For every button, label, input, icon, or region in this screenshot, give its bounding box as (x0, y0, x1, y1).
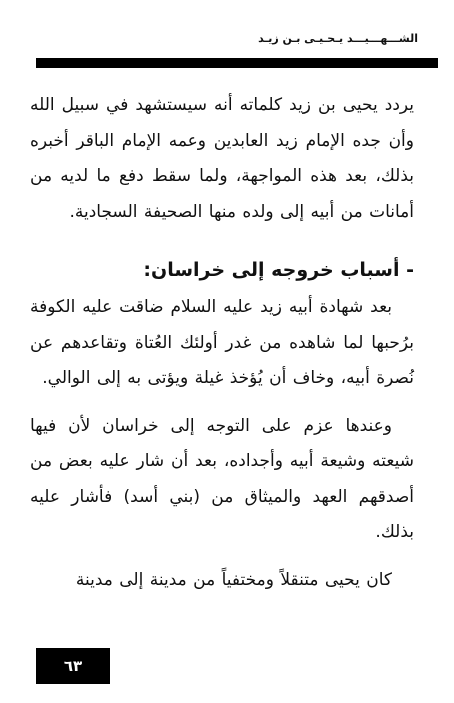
header-rule (36, 58, 438, 68)
paragraph-1: يردد يحيى بن زيد كلماته أنه سيستشهد في سبيل الله وأن جده الإمام زيد العابدين وعمه الإمام الباقر أخبره بذلك، بعد هذه المواجهة، ولما سقط دفع ما لديه من أمانات من أبيه إلى ولده منها الصحيفة السجادية. (30, 95, 414, 222)
body-text (30, 88, 414, 598)
paragraph-4: كان يحيى متنقلاً ومختفياً من مدينة إلى مدينة (75, 569, 392, 590)
paragraph-gap (30, 551, 414, 563)
paragraph-3: وعندها عزم على التوجه إلى خراسان لأن فيها شيعته وشيعة أبيه وأجداده، بعد أن شار عليه بعض من أصدقهم العهد والميثاق من (بني أسد) فأشار عليه بذلك. (30, 415, 414, 542)
page-number: ٦٣ (63, 657, 83, 675)
page-number-box (36, 648, 110, 684)
paragraph-gap (30, 397, 414, 409)
paragraph-2: بعد شهادة أبيه زيد عليه السلام ضاقت عليه الكوفة برُحبها لما شاهده من غدر أولئك العُتاة وتقاعدهم عن نُصرة أبيه، وخاف أن يُؤخذ غيلة ويؤتى به إلى الوالي. (30, 297, 414, 388)
running-title: الشـــهـــيـــد يـحـيـى بـن زيـد (258, 32, 418, 45)
section-heading: - أسباب خروجه إلى خراسان: (143, 259, 414, 281)
